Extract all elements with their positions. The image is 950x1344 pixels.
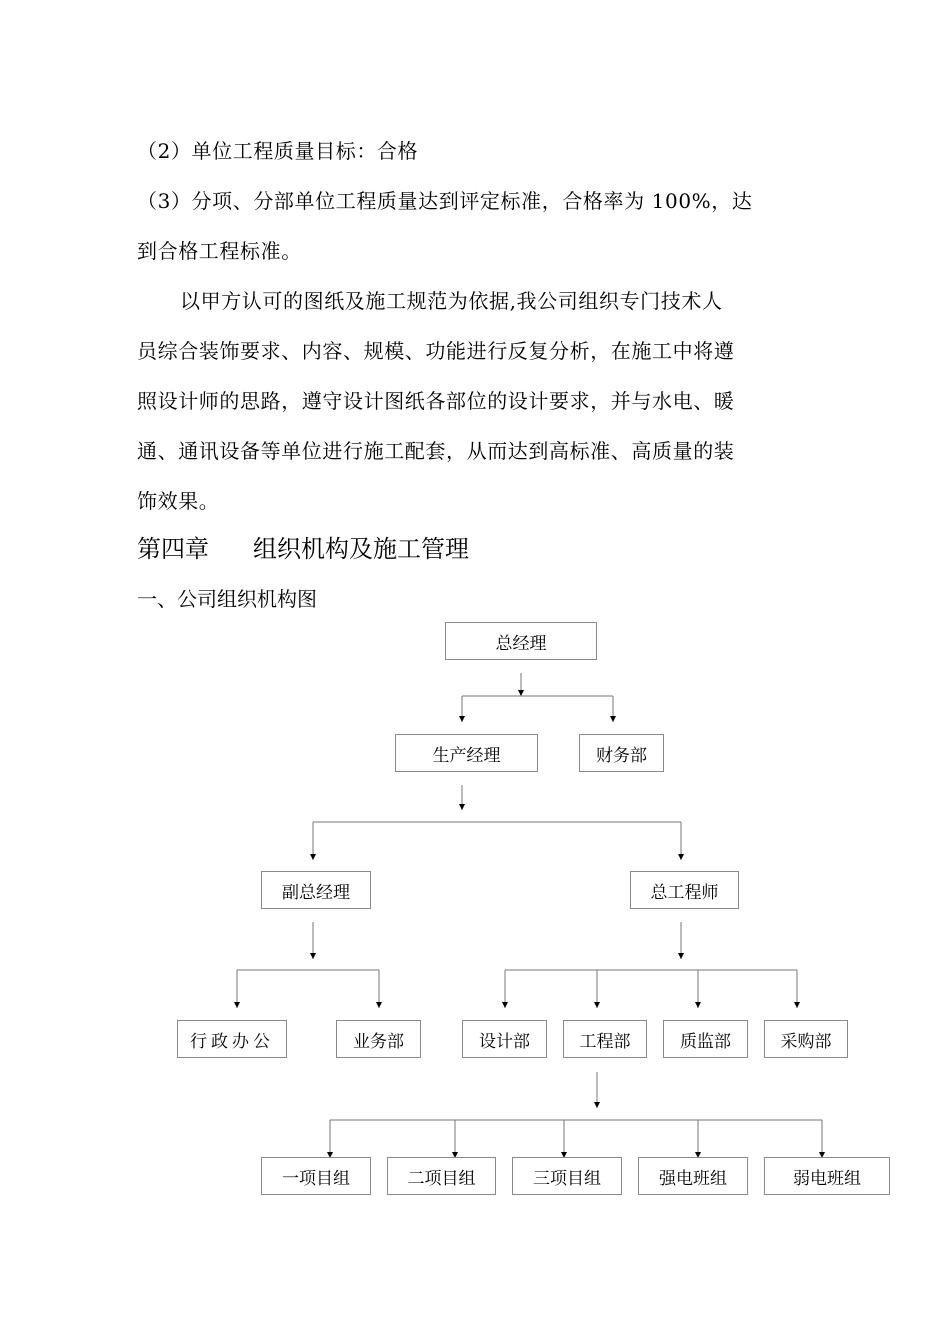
chapter-title: 组织机构及施工管理 <box>253 535 469 563</box>
box-purchasing-dept: 采购部 <box>764 1020 848 1058</box>
box-quality-dept: 质监部 <box>663 1020 748 1058</box>
box-project-group-3: 三项目组 <box>512 1157 622 1195</box>
box-general-manager: 总经理 <box>445 622 597 660</box>
section-heading: 一、公司组织机构图 <box>137 587 317 611</box>
box-weak-electric-team: 弱电班组 <box>764 1157 890 1195</box>
paragraph-line: 以甲方认可的图纸及施工规范为依据,我公司组织专门技术人 <box>180 289 723 313</box>
box-admin-office: 行政办公 <box>177 1020 287 1058</box>
paragraph-line: 饰效果。 <box>137 489 220 513</box>
box-project-group-1: 一项目组 <box>261 1157 371 1195</box>
quality-standard-line: （3）分项、分部单位工程质量达到评定标准，合格率为 100%，达 <box>137 189 753 213</box>
box-production-manager: 生产经理 <box>395 734 538 772</box>
box-strong-electric-team: 强电班组 <box>638 1157 748 1195</box>
quality-goal-line: （2）单位工程质量目标：合格 <box>137 139 419 163</box>
box-deputy-general-manager: 副总经理 <box>261 871 371 909</box>
box-design-dept: 设计部 <box>462 1020 547 1058</box>
box-engineering-dept: 工程部 <box>563 1020 647 1058</box>
paragraph-line: 通、通讯设备等单位进行施工配套，从而达到高标准、高质量的装 <box>137 439 735 463</box>
box-business-dept: 业务部 <box>336 1020 421 1058</box>
box-finance-dept: 财务部 <box>579 734 664 772</box>
quality-standard-line-cont: 到合格工程标准。 <box>137 239 302 263</box>
box-project-group-2: 二项目组 <box>387 1157 496 1195</box>
chapter-number: 第四章 <box>137 535 209 563</box>
paragraph-line: 员综合装饰要求、内容、规模、功能进行反复分析，在施工中将遵 <box>137 339 735 363</box>
box-chief-engineer: 总工程师 <box>630 871 739 909</box>
paragraph-line: 照设计师的思路，遵守设计图纸各部位的设计要求，并与水电、暖 <box>137 389 735 413</box>
